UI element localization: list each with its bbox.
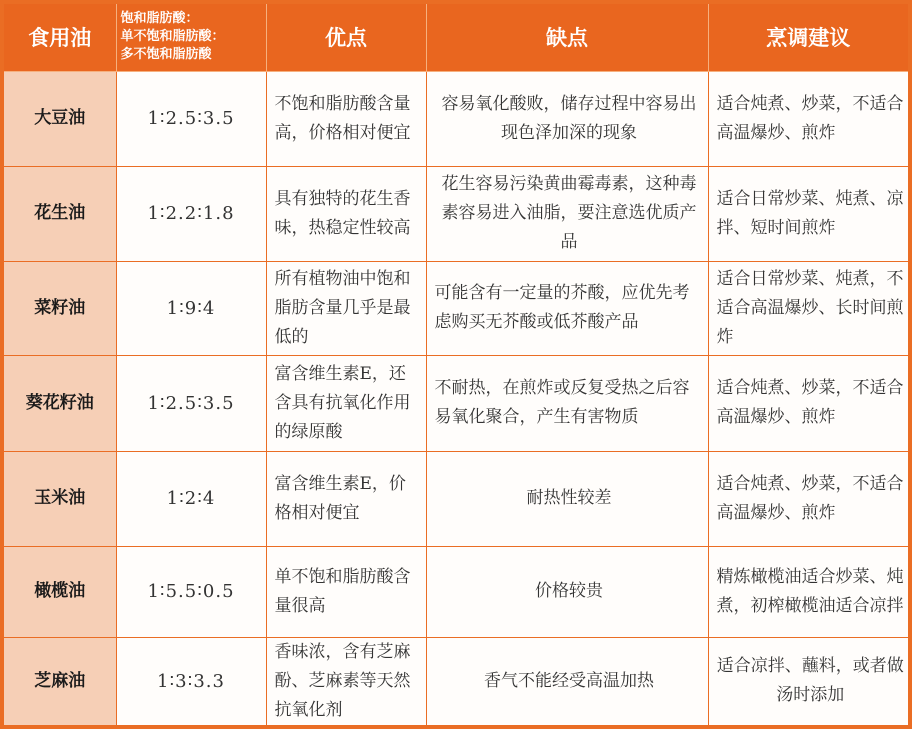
header-ratio-line-1: 饱和脂肪酸： bbox=[120, 11, 199, 27]
header-oil: 食用油 bbox=[4, 4, 116, 71]
cons-cell: 耐热性较差 bbox=[426, 451, 708, 546]
header-row bbox=[4, 4, 908, 71]
pros-cell: 单不饱和脂肪酸含量很高 bbox=[266, 546, 426, 637]
oil-name: 葵花籽油 bbox=[4, 355, 116, 451]
fatty-acid-ratio: 1∶2.2∶1.8 bbox=[116, 166, 266, 261]
header-ratio-line-3: 多不饱和脂肪酸 bbox=[120, 47, 212, 63]
oil-name: 花生油 bbox=[4, 166, 116, 261]
fatty-acid-ratio: 1∶5.5∶0.5 bbox=[116, 546, 266, 637]
table-row bbox=[4, 637, 908, 725]
table-row bbox=[4, 451, 908, 546]
cons-cell: 不耐热，在煎炸或反复受热之后容易氧化聚合，产生有害物质 bbox=[426, 355, 708, 451]
table-row bbox=[4, 355, 908, 451]
advice-cell: 适合日常炒菜、炖煮，不适合高温爆炒、长时间煎炸 bbox=[708, 261, 908, 355]
fatty-acid-ratio: 1∶3∶3.3 bbox=[116, 637, 266, 725]
header-advice: 烹调建议 bbox=[708, 4, 908, 71]
advice-cell: 适合炖煮、炒菜，不适合高温爆炒、煎炸 bbox=[708, 451, 908, 546]
cooking-oil-table bbox=[4, 4, 908, 725]
table-row bbox=[4, 166, 908, 261]
advice-cell: 精炼橄榄油适合炒菜、炖煮，初榨橄榄油适合凉拌 bbox=[708, 546, 908, 637]
oil-name: 橄榄油 bbox=[4, 546, 116, 637]
pros-cell: 所有植物油中饱和脂肪含量几乎是最低的 bbox=[266, 261, 426, 355]
pros-cell: 不饱和脂肪酸含量高，价格相对便宜 bbox=[266, 71, 426, 166]
advice-cell: 适合日常炒菜、炖煮、凉拌、短时间煎炸 bbox=[708, 166, 908, 261]
oil-name: 大豆油 bbox=[4, 71, 116, 166]
advice-cell: 适合炖煮、炒菜，不适合高温爆炒、煎炸 bbox=[708, 355, 908, 451]
pros-cell: 香味浓，含有芝麻酚、芝麻素等天然抗氧化剂 bbox=[266, 637, 426, 725]
table-row bbox=[4, 261, 908, 355]
pros-cell: 富含维生素E，价格相对便宜 bbox=[266, 451, 426, 546]
fatty-acid-ratio: 1∶2.5∶3.5 bbox=[116, 71, 266, 166]
header-ratio-line-2: 单不饱和脂肪酸： bbox=[120, 29, 225, 45]
table-row bbox=[4, 546, 908, 637]
cons-cell: 可能含有一定量的芥酸，应优先考虑购买无芥酸或低芥酸产品 bbox=[426, 261, 708, 355]
advice-cell: 适合炖煮、炒菜，不适合高温爆炒、煎炸 bbox=[708, 71, 908, 166]
cons-cell: 花生容易污染黄曲霉毒素，这种毒素容易进入油脂，要注意选优质产品 bbox=[426, 166, 708, 261]
table-row bbox=[4, 71, 908, 166]
cons-cell: 香气不能经受高温加热 bbox=[426, 637, 708, 725]
fatty-acid-ratio: 1∶9∶4 bbox=[116, 261, 266, 355]
oil-name: 玉米油 bbox=[4, 451, 116, 546]
oil-name: 芝麻油 bbox=[4, 637, 116, 725]
pros-cell: 富含维生素E，还含具有抗氧化作用的绿原酸 bbox=[266, 355, 426, 451]
fatty-acid-ratio: 1∶2∶4 bbox=[116, 451, 266, 546]
header-fatty-acid-ratio bbox=[116, 4, 266, 71]
cons-cell: 容易氧化酸败，储存过程中容易出现色泽加深的现象 bbox=[426, 71, 708, 166]
pros-cell: 具有独特的花生香味，热稳定性较高 bbox=[266, 166, 426, 261]
cons-cell: 价格较贵 bbox=[426, 546, 708, 637]
header-cons: 缺点 bbox=[426, 4, 708, 71]
fatty-acid-ratio: 1∶2.5∶3.5 bbox=[116, 355, 266, 451]
advice-cell: 适合凉拌、蘸料，或者做汤时添加 bbox=[708, 637, 908, 725]
header-pros: 优点 bbox=[266, 4, 426, 71]
oil-name: 菜籽油 bbox=[4, 261, 116, 355]
